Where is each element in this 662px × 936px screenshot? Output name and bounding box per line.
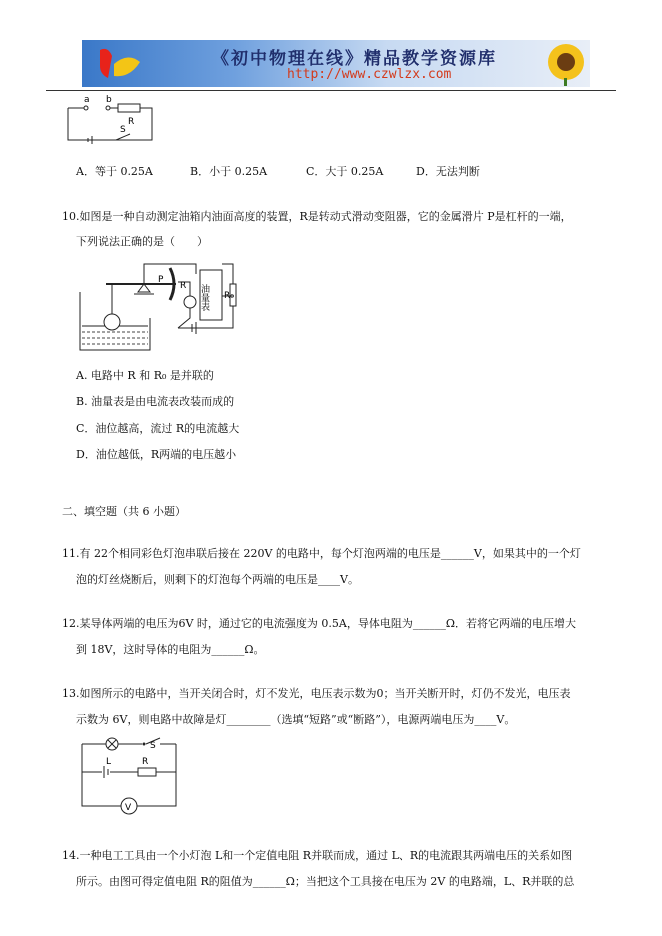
q13-label-r: R [142, 757, 149, 767]
q14-stem-line2: 所示。由图可得定值电阻 R的阻值为______Ω；当把这个工具接在电压为 2V 的电路端，L、R并联的总 [76, 875, 575, 888]
q10-label-gauge: 油量表 [199, 284, 209, 311]
section-heading-fill-in: 二、填空题（共 6 小题） [62, 505, 186, 518]
q9-option-a: A．等于 0.25A [76, 165, 153, 178]
q11-stem-line2: 泡的灯丝烧断后，则剩下的灯泡每个两端的电压是____V。 [76, 573, 359, 586]
q10-option-a: A. 电路中 R 和 R₀ 是并联的 [76, 369, 214, 382]
header-banner [82, 40, 590, 87]
q10-label-r: R [180, 281, 187, 291]
q13-label-l: L [106, 757, 112, 767]
q13-stem-line2: 示数为 6V，则电路中故障是灯________（选填“短路”或“断路”），电源两端电压为____V。 [76, 713, 516, 726]
q10-label-r0: R₀ [224, 291, 234, 301]
q10-label-p: P [158, 275, 164, 285]
q9-label-a: a [84, 95, 90, 105]
q13-circuit-diagram [80, 736, 182, 812]
q9-option-b: B．小于 0.25A [190, 165, 268, 178]
q9-label-r: R [128, 117, 135, 127]
q9-option-c: C．大于 0.25A [306, 165, 384, 178]
banner-title: 《初中物理在线》精品教学资源库 [212, 49, 497, 69]
q12-stem-line1: 12.某导体两端的电压为6V 时，通过它的电流强度为 0.5A，导体电阻为______Ω．若将它两端的电压增大 [62, 617, 576, 630]
q11-stem-line1: 11.有 22个相同彩色灯泡串联后接在 220V 的电路中，每个灯泡两端的电压是______V，如果其中的一个灯 [62, 547, 581, 560]
header-rule [46, 90, 616, 91]
q13-label-v: V [125, 803, 132, 813]
q12-stem-line2: 到 18V，这时导体的电阻为______Ω。 [76, 643, 265, 656]
banner-url: http://www.czwlzx.com [287, 67, 452, 82]
q9-label-s: S [120, 125, 126, 135]
q9-circuit-diagram [62, 94, 162, 146]
q10-option-b: B. 油量表是由电流表改装而成的 [76, 395, 235, 408]
q10-option-d: D．油位越低，R两端的电压越小 [76, 448, 237, 461]
q9-option-d: D．无法判断 [416, 165, 480, 178]
q10-stem-line1: 10.如图是一种自动测定油箱内油面高度的装置，R是转动式滑动变阻器，它的金属滑片 P是杠杆的一端， [62, 210, 572, 223]
site-logo-icon [94, 44, 146, 84]
q10-stem-line2: 下列说法正确的是（ ） [76, 235, 208, 248]
sunflower-icon [542, 42, 590, 86]
q13-label-s: S [150, 741, 156, 751]
q9-label-b: b [106, 95, 112, 105]
q10-oil-tank-diagram [78, 262, 238, 352]
q14-stem-line1: 14.一种电工工具由一个小灯泡 L和一个定值电阻 R并联而成，通过 L、R的电流跟其两端电压的关系如图 [62, 849, 573, 862]
q13-stem-line1: 13.如图所示的电路中，当开关闭合时，灯不发光，电压表示数为0；当开关断开时，灯仍不发光，电压表 [62, 687, 571, 700]
q10-option-c: C．油位越高，流过 R的电流越大 [76, 422, 240, 435]
